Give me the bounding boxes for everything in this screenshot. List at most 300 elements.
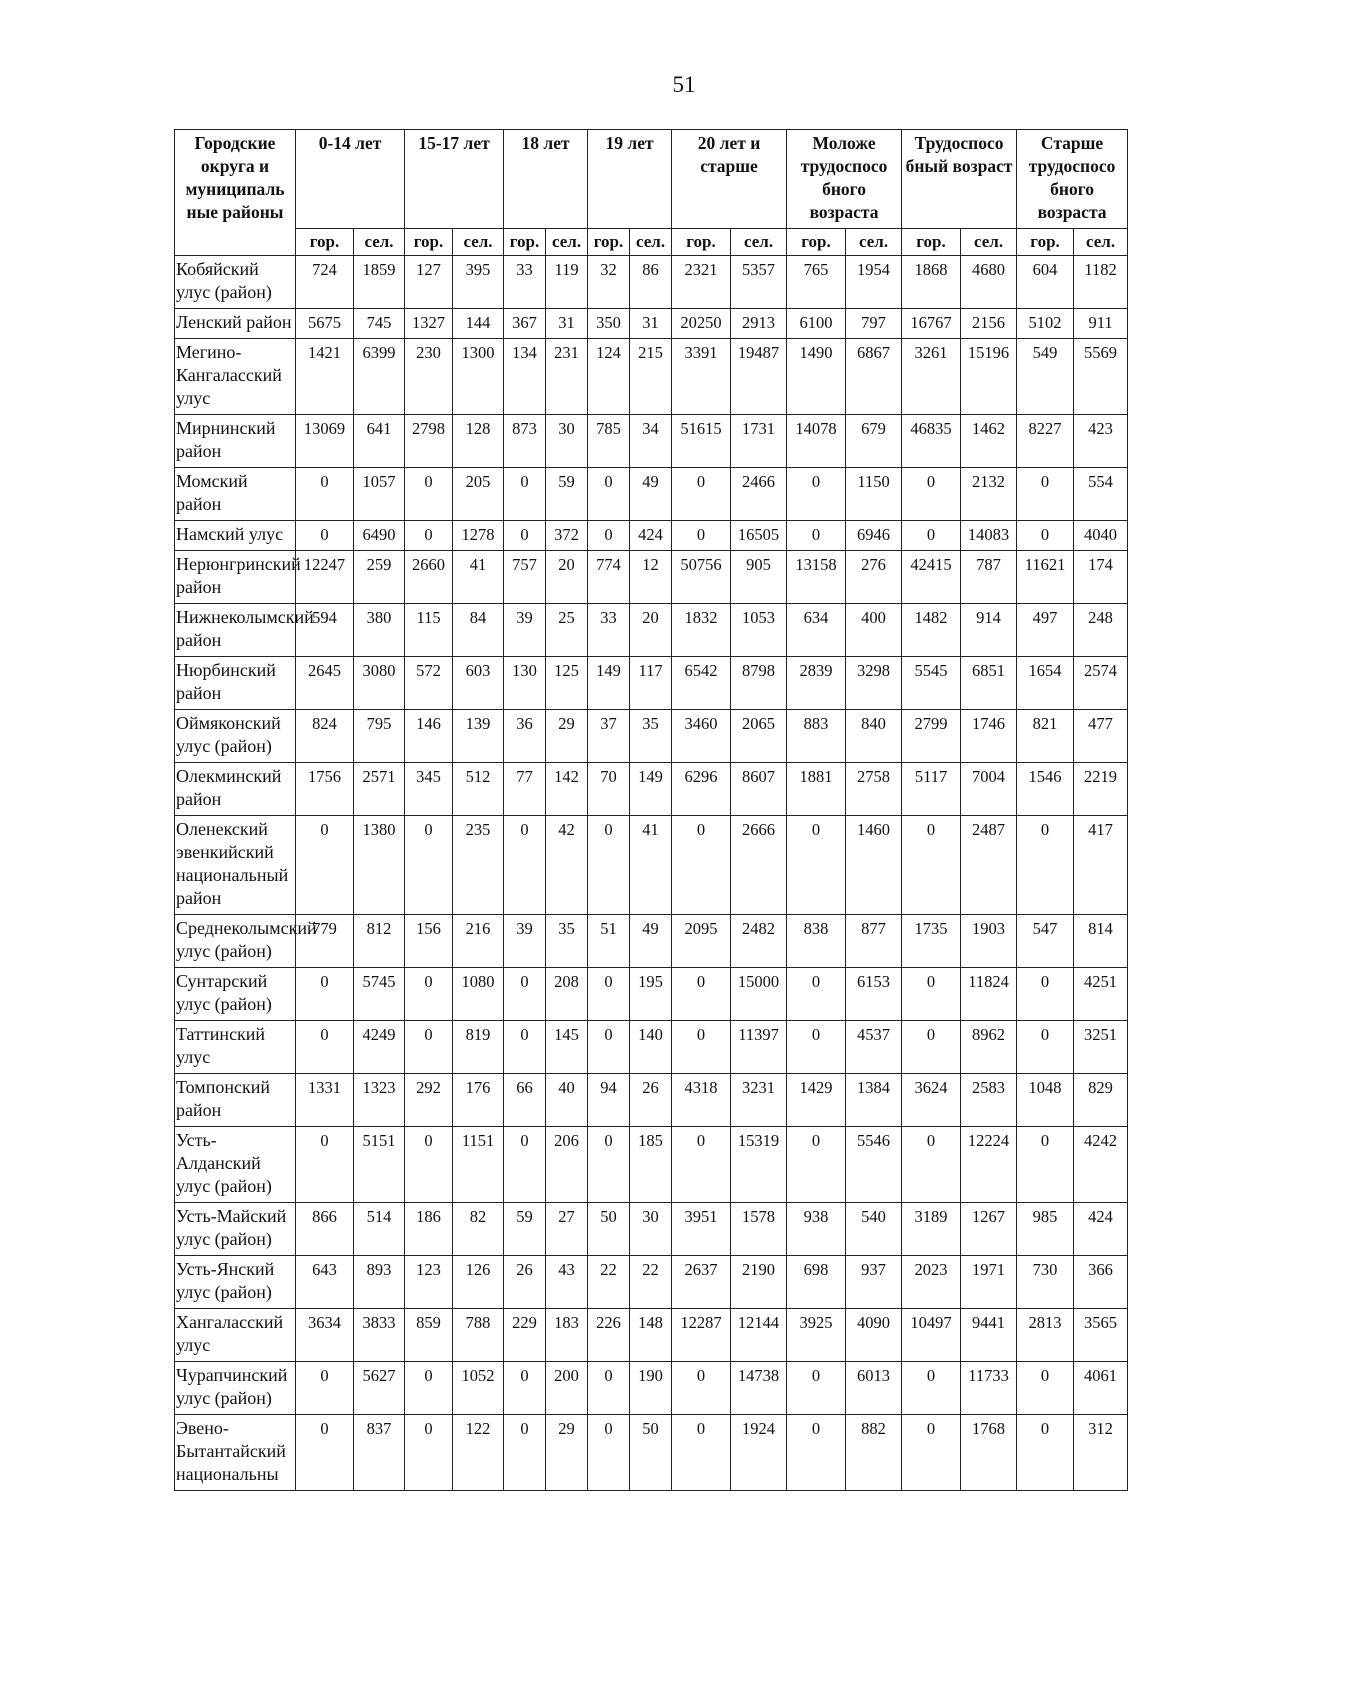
- table-cell: 0: [902, 468, 961, 521]
- table-cell: 0: [504, 1415, 546, 1491]
- table-cell: 1323: [354, 1074, 405, 1127]
- table-row: [175, 816, 1128, 915]
- table-cell: 30: [546, 415, 588, 468]
- table-cell: 0: [902, 1415, 961, 1491]
- table-row: [175, 604, 1128, 657]
- table-cell: 186: [405, 1203, 453, 1256]
- table-cell: 423: [1074, 415, 1128, 468]
- table-cell: 4251: [1074, 968, 1128, 1021]
- table-cell: 128: [453, 415, 504, 468]
- column-group-header: Моложе трудоспосо бного возраста: [787, 130, 902, 229]
- table-cell: 22: [630, 1256, 672, 1309]
- table-cell: 0: [787, 468, 846, 521]
- table-cell: 8227: [1017, 415, 1074, 468]
- table-cell: 15319: [731, 1127, 787, 1203]
- district-name: Среднеколымский улус (район): [175, 915, 296, 968]
- column-group-header: 15-17 лет: [405, 130, 504, 229]
- table-cell: 1429: [787, 1074, 846, 1127]
- table-cell: 2156: [961, 309, 1017, 339]
- table-cell: 0: [1017, 1415, 1074, 1491]
- table-cell: 873: [504, 415, 546, 468]
- table-cell: 2583: [961, 1074, 1017, 1127]
- table-cell: 5357: [731, 256, 787, 309]
- table-cell: 1731: [731, 415, 787, 468]
- table-cell: 5627: [354, 1362, 405, 1415]
- table-cell: 3391: [672, 339, 731, 415]
- table-cell: 4090: [846, 1309, 902, 1362]
- table-cell: 838: [787, 915, 846, 968]
- table-cell: 1903: [961, 915, 1017, 968]
- table-cell: 829: [1074, 1074, 1128, 1127]
- table-cell: 29: [546, 710, 588, 763]
- table-cell: 797: [846, 309, 902, 339]
- table-cell: 1300: [453, 339, 504, 415]
- district-name: Момский район: [175, 468, 296, 521]
- table-cell: 1756: [296, 763, 354, 816]
- population-table: [174, 129, 1128, 1491]
- table-cell: 59: [504, 1203, 546, 1256]
- table-cell: 3634: [296, 1309, 354, 1362]
- table-cell: 205: [453, 468, 504, 521]
- table-cell: 795: [354, 710, 405, 763]
- table-cell: 33: [588, 604, 630, 657]
- table-cell: 1868: [902, 256, 961, 309]
- table-cell: 367: [504, 309, 546, 339]
- table-cell: 7004: [961, 763, 1017, 816]
- table-cell: 882: [846, 1415, 902, 1491]
- table-cell: 0: [296, 1415, 354, 1491]
- table-cell: 0: [588, 468, 630, 521]
- column-group-header: Старше трудоспосо бного возраста: [1017, 130, 1128, 229]
- table-cell: 46835: [902, 415, 961, 468]
- table-row: [175, 710, 1128, 763]
- table-cell: 859: [405, 1309, 453, 1362]
- table-cell: 0: [296, 521, 354, 551]
- table-cell: 94: [588, 1074, 630, 1127]
- table-cell: 345: [405, 763, 453, 816]
- table-cell: 39: [504, 604, 546, 657]
- table-cell: 0: [1017, 816, 1074, 915]
- column-group-header: 0-14 лет: [296, 130, 405, 229]
- table-cell: 424: [630, 521, 672, 551]
- subheader-urban: гор.: [405, 229, 453, 256]
- table-cell: 2813: [1017, 1309, 1074, 1362]
- table-cell: 1462: [961, 415, 1017, 468]
- table-row: [175, 1256, 1128, 1309]
- table-cell: 0: [902, 968, 961, 1021]
- table-cell: 119: [546, 256, 588, 309]
- corner-header: Городские округа и муниципаль ные районы: [175, 130, 296, 256]
- table-cell: 0: [902, 521, 961, 551]
- table-cell: 788: [453, 1309, 504, 1362]
- table-cell: 50: [588, 1203, 630, 1256]
- table-cell: 0: [1017, 1362, 1074, 1415]
- table-cell: 0: [1017, 968, 1074, 1021]
- table-cell: 0: [504, 1362, 546, 1415]
- subheader-urban: гор.: [296, 229, 354, 256]
- subheader-urban: гор.: [787, 229, 846, 256]
- table-cell: 0: [672, 968, 731, 1021]
- table-cell: 4040: [1074, 521, 1128, 551]
- table-cell: 51: [588, 915, 630, 968]
- table-cell: 0: [504, 1127, 546, 1203]
- table-cell: 787: [961, 551, 1017, 604]
- table-cell: 0: [504, 816, 546, 915]
- table-cell: 0: [787, 816, 846, 915]
- table-cell: 2571: [354, 763, 405, 816]
- table-cell: 145: [546, 1021, 588, 1074]
- table-cell: 229: [504, 1309, 546, 1362]
- table-cell: 0: [405, 468, 453, 521]
- table-cell: 115: [405, 604, 453, 657]
- district-name: Оленекский эвенкийский национальный район: [175, 816, 296, 915]
- table-cell: 15196: [961, 339, 1017, 415]
- table-cell: 2190: [731, 1256, 787, 1309]
- table-cell: 41: [453, 551, 504, 604]
- table-cell: 10497: [902, 1309, 961, 1362]
- table-row: [175, 915, 1128, 968]
- table-cell: 156: [405, 915, 453, 968]
- table-cell: 0: [296, 816, 354, 915]
- table-cell: 0: [504, 968, 546, 1021]
- table-cell: 117: [630, 657, 672, 710]
- table-cell: 2574: [1074, 657, 1128, 710]
- table-cell: 0: [405, 1127, 453, 1203]
- table-cell: 0: [1017, 1127, 1074, 1203]
- table-cell: 11621: [1017, 551, 1074, 604]
- subheader-rural: сел.: [846, 229, 902, 256]
- table-cell: 779: [296, 915, 354, 968]
- table-cell: 230: [405, 339, 453, 415]
- table-cell: 698: [787, 1256, 846, 1309]
- table-cell: 0: [672, 1362, 731, 1415]
- table-cell: 1052: [453, 1362, 504, 1415]
- table-row: [175, 763, 1128, 816]
- table-cell: 42415: [902, 551, 961, 604]
- table-cell: 3951: [672, 1203, 731, 1256]
- table-cell: 400: [846, 604, 902, 657]
- table-cell: 174: [1074, 551, 1128, 604]
- table-cell: 1327: [405, 309, 453, 339]
- table-cell: 0: [672, 1127, 731, 1203]
- table-cell: 3565: [1074, 1309, 1128, 1362]
- table-cell: 0: [588, 1362, 630, 1415]
- table-cell: 4318: [672, 1074, 731, 1127]
- table-cell: 292: [405, 1074, 453, 1127]
- table-cell: 819: [453, 1021, 504, 1074]
- table-cell: 148: [630, 1309, 672, 1362]
- table-row: [175, 1127, 1128, 1203]
- table-cell: 66: [504, 1074, 546, 1127]
- table-cell: 26: [504, 1256, 546, 1309]
- table-cell: 757: [504, 551, 546, 604]
- subheader-rural: сел.: [961, 229, 1017, 256]
- district-name: Нерюнгринский район: [175, 551, 296, 604]
- table-cell: 25: [546, 604, 588, 657]
- table-cell: 8607: [731, 763, 787, 816]
- table-row: [175, 1021, 1128, 1074]
- table-cell: 1490: [787, 339, 846, 415]
- district-name: Ленский район: [175, 309, 296, 339]
- district-name: Таттинский улус: [175, 1021, 296, 1074]
- table-cell: 6490: [354, 521, 405, 551]
- table-cell: 226: [588, 1309, 630, 1362]
- table-cell: 190: [630, 1362, 672, 1415]
- table-cell: 3624: [902, 1074, 961, 1127]
- table-cell: 12: [630, 551, 672, 604]
- table-cell: 49: [630, 915, 672, 968]
- table-cell: 540: [846, 1203, 902, 1256]
- table-cell: 1971: [961, 1256, 1017, 1309]
- table-cell: 0: [588, 968, 630, 1021]
- table-row: [175, 1203, 1128, 1256]
- table-cell: 20: [630, 604, 672, 657]
- table-cell: 2758: [846, 763, 902, 816]
- table-cell: 0: [405, 968, 453, 1021]
- table-cell: 11397: [731, 1021, 787, 1074]
- table-cell: 1151: [453, 1127, 504, 1203]
- table-cell: 0: [405, 816, 453, 915]
- subheader-rural: сел.: [453, 229, 504, 256]
- table-cell: 634: [787, 604, 846, 657]
- table-cell: 0: [672, 816, 731, 915]
- table-cell: 554: [1074, 468, 1128, 521]
- table-cell: 497: [1017, 604, 1074, 657]
- table-cell: 0: [405, 1415, 453, 1491]
- table-cell: 0: [296, 1362, 354, 1415]
- table-cell: 6013: [846, 1362, 902, 1415]
- table-cell: 142: [546, 763, 588, 816]
- table-cell: 514: [354, 1203, 405, 1256]
- table-cell: 1057: [354, 468, 405, 521]
- table-cell: 2637: [672, 1256, 731, 1309]
- table-cell: 1482: [902, 604, 961, 657]
- page-number: 51: [672, 72, 696, 97]
- table-cell: 477: [1074, 710, 1128, 763]
- table-cell: 5151: [354, 1127, 405, 1203]
- table-cell: 0: [588, 816, 630, 915]
- district-name: Нюрбинский район: [175, 657, 296, 710]
- table-cell: 1735: [902, 915, 961, 968]
- table-row: [175, 468, 1128, 521]
- table-cell: 1881: [787, 763, 846, 816]
- table-cell: 1746: [961, 710, 1017, 763]
- table-cell: 4249: [354, 1021, 405, 1074]
- table-cell: 140: [630, 1021, 672, 1074]
- table-cell: 149: [588, 657, 630, 710]
- table-cell: 1421: [296, 339, 354, 415]
- table-cell: 0: [902, 1021, 961, 1074]
- table-cell: 8962: [961, 1021, 1017, 1074]
- district-name: Томпонский район: [175, 1074, 296, 1127]
- table-cell: 3460: [672, 710, 731, 763]
- table-cell: 1331: [296, 1074, 354, 1127]
- table-cell: 0: [902, 1127, 961, 1203]
- table-cell: 2645: [296, 657, 354, 710]
- table-cell: 1267: [961, 1203, 1017, 1256]
- table-cell: 0: [296, 468, 354, 521]
- district-name: Мегино-Кангаласский улус: [175, 339, 296, 415]
- table-cell: 86: [630, 256, 672, 309]
- table-cell: 643: [296, 1256, 354, 1309]
- table-cell: 0: [787, 1021, 846, 1074]
- table-cell: 372: [546, 521, 588, 551]
- table-cell: 730: [1017, 1256, 1074, 1309]
- table-cell: 837: [354, 1415, 405, 1491]
- table-cell: 2065: [731, 710, 787, 763]
- table-cell: 5675: [296, 309, 354, 339]
- table-cell: 14078: [787, 415, 846, 468]
- table-cell: 183: [546, 1309, 588, 1362]
- table-cell: 127: [405, 256, 453, 309]
- table-cell: 235: [453, 816, 504, 915]
- table-cell: 1578: [731, 1203, 787, 1256]
- table-cell: 1182: [1074, 256, 1128, 309]
- table-cell: 877: [846, 915, 902, 968]
- table-cell: 0: [1017, 468, 1074, 521]
- table-row: [175, 521, 1128, 551]
- table-row: [175, 1415, 1128, 1491]
- table-cell: 6296: [672, 763, 731, 816]
- table-cell: 765: [787, 256, 846, 309]
- table-cell: 0: [504, 1021, 546, 1074]
- table-cell: 0: [787, 968, 846, 1021]
- table-cell: 39: [504, 915, 546, 968]
- table-cell: 12247: [296, 551, 354, 604]
- table-cell: 3189: [902, 1203, 961, 1256]
- table-cell: 50756: [672, 551, 731, 604]
- district-name: Нижнеколымский район: [175, 604, 296, 657]
- table-cell: 40: [546, 1074, 588, 1127]
- table-cell: 29: [546, 1415, 588, 1491]
- table-cell: 0: [405, 1021, 453, 1074]
- table-cell: 937: [846, 1256, 902, 1309]
- table-cell: 2482: [731, 915, 787, 968]
- table-cell: 2798: [405, 415, 453, 468]
- table-cell: 1546: [1017, 763, 1074, 816]
- table-cell: 2487: [961, 816, 1017, 915]
- table-cell: 31: [546, 309, 588, 339]
- table-cell: 50: [630, 1415, 672, 1491]
- table-cell: 231: [546, 339, 588, 415]
- table-cell: 42: [546, 816, 588, 915]
- table-cell: 6851: [961, 657, 1017, 710]
- table-cell: 812: [354, 915, 405, 968]
- table-cell: 641: [354, 415, 405, 468]
- table-cell: 785: [588, 415, 630, 468]
- subheader-urban: гор.: [672, 229, 731, 256]
- table-cell: 0: [296, 1127, 354, 1203]
- table-row: [175, 1362, 1128, 1415]
- district-name: Хангаласский улус: [175, 1309, 296, 1362]
- table-cell: 70: [588, 763, 630, 816]
- table-cell: 3925: [787, 1309, 846, 1362]
- table-cell: 6946: [846, 521, 902, 551]
- table-cell: 31: [630, 309, 672, 339]
- column-group-header: 19 лет: [588, 130, 672, 229]
- table-cell: 2466: [731, 468, 787, 521]
- table-cell: 1048: [1017, 1074, 1074, 1127]
- table-cell: 124: [588, 339, 630, 415]
- table-cell: 824: [296, 710, 354, 763]
- table-cell: 938: [787, 1203, 846, 1256]
- subheader-urban: гор.: [504, 229, 546, 256]
- subheader-rural: сел.: [630, 229, 672, 256]
- table-cell: 35: [546, 915, 588, 968]
- subheader-rural: сел.: [354, 229, 405, 256]
- table-cell: 1380: [354, 816, 405, 915]
- district-name: Кобяйский улус (район): [175, 256, 296, 309]
- table-cell: 11824: [961, 968, 1017, 1021]
- table-cell: 0: [588, 1021, 630, 1074]
- table-cell: 248: [1074, 604, 1128, 657]
- table-row: [175, 1074, 1128, 1127]
- table-cell: 5117: [902, 763, 961, 816]
- table-cell: 5545: [902, 657, 961, 710]
- subheader-urban: гор.: [588, 229, 630, 256]
- table-cell: 15000: [731, 968, 787, 1021]
- table-cell: 41: [630, 816, 672, 915]
- table-cell: 417: [1074, 816, 1128, 915]
- table-cell: 84: [453, 604, 504, 657]
- table-cell: 30: [630, 1203, 672, 1256]
- table-cell: 2839: [787, 657, 846, 710]
- table-cell: 1080: [453, 968, 504, 1021]
- table-cell: 745: [354, 309, 405, 339]
- table-cell: 0: [296, 968, 354, 1021]
- table-cell: 3251: [1074, 1021, 1128, 1074]
- table-cell: 914: [961, 604, 1017, 657]
- table-cell: 594: [296, 604, 354, 657]
- table-cell: 905: [731, 551, 787, 604]
- table-cell: 200: [546, 1362, 588, 1415]
- district-name: Эвено-Бытантайский национальны: [175, 1415, 296, 1491]
- table-cell: 130: [504, 657, 546, 710]
- table-cell: 1150: [846, 468, 902, 521]
- table-cell: 4680: [961, 256, 1017, 309]
- table-cell: 2023: [902, 1256, 961, 1309]
- table-cell: 1278: [453, 521, 504, 551]
- table-cell: 2799: [902, 710, 961, 763]
- table-row: [175, 968, 1128, 1021]
- table-cell: 395: [453, 256, 504, 309]
- table-cell: 51615: [672, 415, 731, 468]
- table-cell: 5546: [846, 1127, 902, 1203]
- table-cell: 0: [588, 1415, 630, 1491]
- table-cell: 0: [405, 521, 453, 551]
- table-cell: 774: [588, 551, 630, 604]
- table-cell: 1924: [731, 1415, 787, 1491]
- table-cell: 5102: [1017, 309, 1074, 339]
- table-cell: 5569: [1074, 339, 1128, 415]
- table-cell: 82: [453, 1203, 504, 1256]
- table-cell: 1859: [354, 256, 405, 309]
- table-cell: 36: [504, 710, 546, 763]
- table-cell: 0: [902, 1362, 961, 1415]
- table-cell: 12287: [672, 1309, 731, 1362]
- table-cell: 724: [296, 256, 354, 309]
- table-cell: 12144: [731, 1309, 787, 1362]
- table-cell: 49: [630, 468, 672, 521]
- table-cell: 6100: [787, 309, 846, 339]
- table-cell: 20250: [672, 309, 731, 339]
- table-cell: 8798: [731, 657, 787, 710]
- table-cell: 2095: [672, 915, 731, 968]
- table-row: [175, 309, 1128, 339]
- table-cell: 0: [588, 1127, 630, 1203]
- table-cell: 146: [405, 710, 453, 763]
- table-cell: 2321: [672, 256, 731, 309]
